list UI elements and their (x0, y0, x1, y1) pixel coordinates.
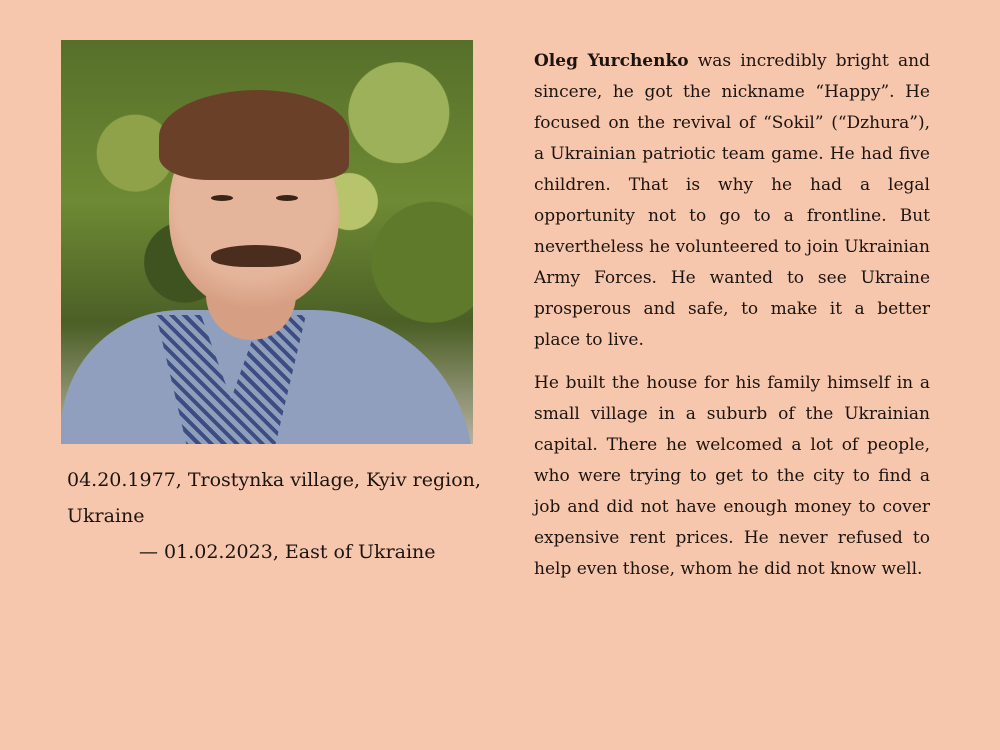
bio-paragraph-1 (534, 46, 930, 356)
hair-shape (159, 90, 349, 180)
biography-text (534, 46, 930, 597)
eye-shape (211, 195, 233, 201)
person-name: Oleg Yurchenko (534, 51, 689, 71)
eye-shape (276, 195, 298, 201)
death-info: — 01.02.2023, East of Ukraine (139, 541, 436, 563)
life-dates-caption (67, 462, 487, 570)
birth-info: 04.20.1977, Trostynka village, Kyiv region, Ukraine (67, 469, 481, 527)
moustache-shape (211, 245, 301, 267)
portrait-photo (61, 40, 473, 444)
bio-paragraph-2: He built the house for his family himself in a small village in a suburb of the Ukrainian capital. There he welcomed a lot of people, who were trying to get to the city to find a job and did not have enough money to cover expensive rent prices. He never refused to help even those, whom he did not know well. (534, 373, 930, 579)
bio-paragraph-1-text: was incredibly bright and sincere, he got the nickname “Happy”. He focused on the revival of “Sokil” (“Dzhura”), a Ukrainian patriotic team game. He had five children. That is why he had a legal opportunity not to go to a frontline. But nevertheless he volunteered to join Ukrainian Army Forces. He wanted to see Ukraine prosperous and safe, to make it a better place to live. (534, 51, 930, 350)
